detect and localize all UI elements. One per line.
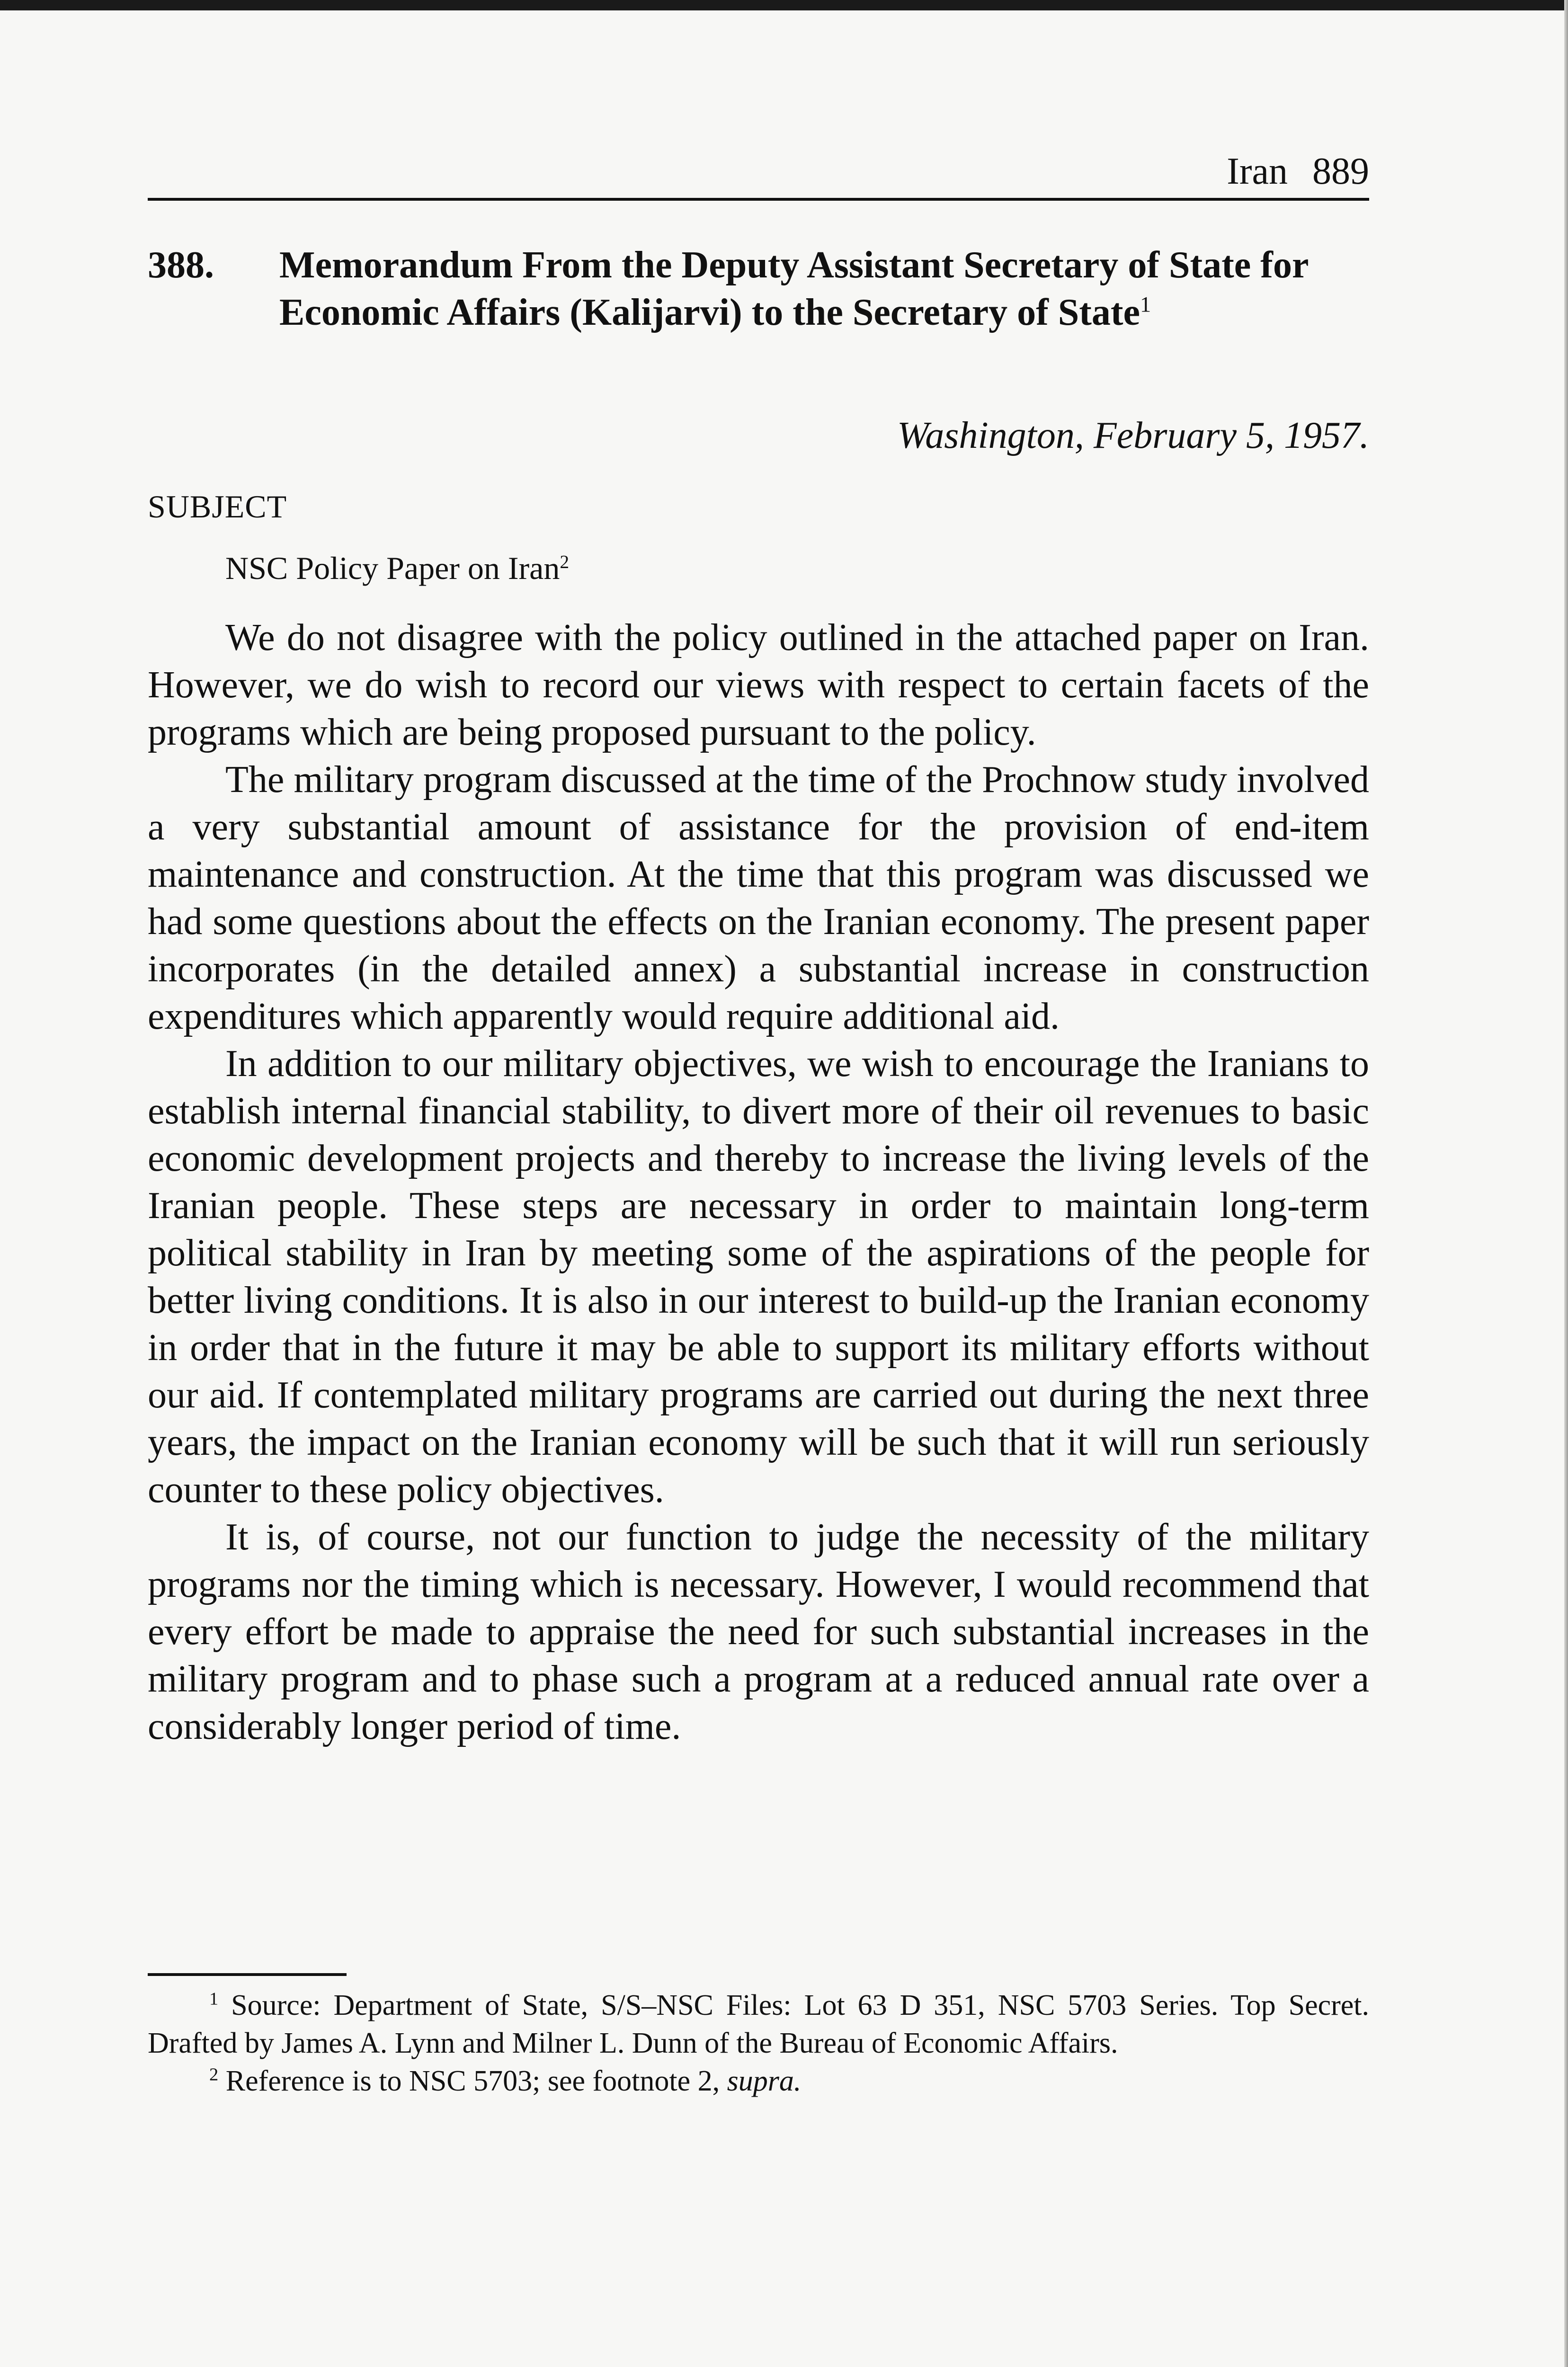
- scan-border-top: [0, 0, 1568, 10]
- memorandum-body: [148, 614, 1369, 1750]
- subject-label: SUBJECT: [148, 489, 287, 525]
- subject-text: NSC Policy Paper on Iran: [225, 550, 560, 586]
- footnote-text: Reference is to NSC 5703; see footnote 2,: [225, 2065, 720, 2097]
- footnote-ref-2[interactable]: 2: [560, 551, 570, 572]
- footnote-1: [148, 1986, 1369, 2062]
- body-paragraph: It is, of course, not our function to judge the necessity of the military programs nor the timing which is necessary. However, I would recommend that every effort be made to appraise the need for such substantial increases in the military program and to phase such a program at a reduced annual rate over a considerably longer period of time.: [148, 1516, 1369, 1747]
- footnote-2: [148, 2062, 1369, 2100]
- footnote-rule: [148, 1973, 347, 1976]
- document-title-block: [279, 241, 1369, 336]
- running-title: Iran: [1227, 151, 1288, 192]
- footnote-marker: 2: [209, 2064, 219, 2085]
- footnote-marker: 1: [209, 1989, 219, 2009]
- dateline: Washington, February 5, 1957.: [897, 415, 1369, 456]
- document-title: Memorandum From the Deputy Assistant Secretary of State for Economic Affairs (Kalijarvi) to the Secretary of State: [279, 244, 1309, 333]
- body-paragraph: In addition to our military objectives, we wish to encourage the Iranians to establish internal financial stability, to divert more of their oil revenues to basic economic development projects and thereby to increase the living levels of the Iranian people. These steps are necessary in order to maintain long-term political stability in Iran by meeting some of the aspirations of the people for better living conditions. It is also in our interest to build-up the Iranian economy in order that in the future it may be able to support its military efforts without our aid. If contemplated military programs are carried out during the next three years, the impact on the Iranian economy will be such that it will run seriously counter to these policy objectives.: [148, 1043, 1369, 1511]
- footnote-text: Source: Department of State, S/S–NSC Files: Lot 63 D 351, NSC 5703 Series. Top Secret. Drafted by James A. Lynn and Milner L. Dunn of the Bureau of Economic Affairs.: [148, 1989, 1369, 2059]
- page-number: 889: [1312, 151, 1369, 192]
- body-paragraph: We do not disagree with the policy outlined in the attached paper on Iran. However, we do wish to record our views with respect to certain facets of the programs which are being proposed pursuant to the policy.: [148, 617, 1369, 753]
- footnote-italic-reference: supra.: [727, 2065, 802, 2097]
- footnotes: [148, 1986, 1369, 2100]
- body-paragraph: The military program discussed at the time of the Prochnow study involved a very substantial amount of assistance for the provision of end-item maintenance and construction. At the time that this program was discussed we had some questions about the effects on the Iranian economy. The present paper incorporates (in the detailed annex) a substantial increase in construction expenditures which apparently would require additional aid.: [148, 759, 1369, 1037]
- footnote-ref-1[interactable]: 1: [1140, 293, 1151, 317]
- running-header: [148, 148, 1369, 195]
- subject-line: [225, 544, 569, 592]
- scan-border-right: [1564, 0, 1568, 2367]
- document-number: 388.: [148, 244, 214, 286]
- header-rule: [148, 198, 1369, 201]
